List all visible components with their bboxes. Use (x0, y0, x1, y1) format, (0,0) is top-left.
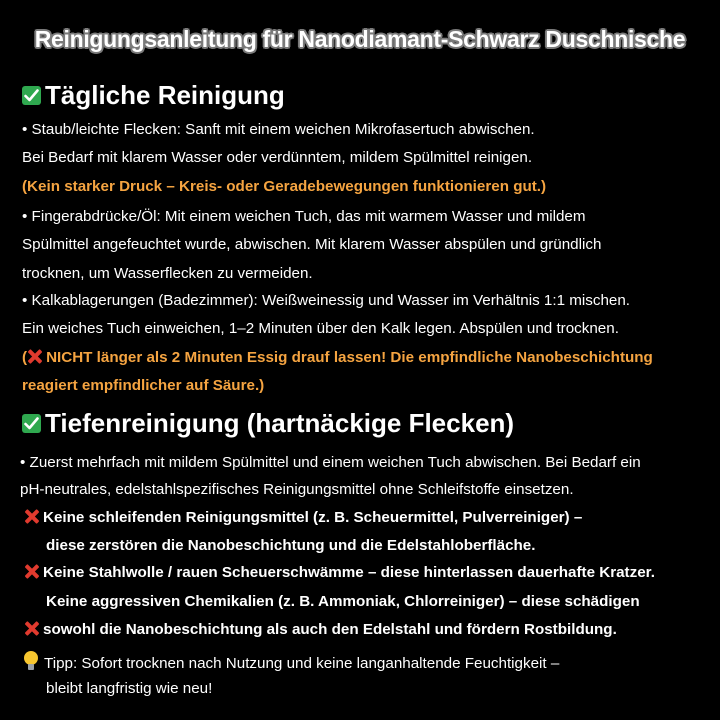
text-line: • Zuerst mehrfach mit mildem Spülmittel und einem weichen Tuch abwischen. Bei Bedarf ein (20, 454, 641, 471)
section-heading-deep (22, 408, 514, 439)
light-bulb-icon (24, 651, 38, 671)
red-cross-icon (24, 621, 39, 636)
check-mark-icon (22, 86, 41, 105)
text-line: • Fingerabdrücke/Öl: Mit einem weichen Tuch, das mit warmem Wasser und mildem (22, 208, 586, 225)
note-line: (Kein starker Druck – Kreis- oder Geradebewegungen funktionieren gut.) (22, 178, 547, 195)
warning-line: Keine aggressiven Chemikalien (z. B. Ammoniak, Chlorreiniger) – diese schädigen (46, 593, 640, 610)
text-line: Bei Bedarf mit klarem Wasser oder verdünntem, mildem Spülmittel reinigen. (22, 149, 533, 166)
warning-line: reagiert empfindlicher auf Säure.) (22, 377, 265, 394)
red-cross-icon (24, 509, 39, 524)
text-line: Ein weiches Tuch einweichen, 1–2 Minuten über den Kalk legen. Abspülen und trocknen. (22, 320, 619, 337)
text-line: trocknen, um Wasserflecken zu vermeiden. (22, 265, 313, 282)
text-line: • Staub/leichte Flecken: Sanft mit einem weichen Mikrofasertuch abwischen. (22, 121, 535, 138)
tip-line (24, 651, 559, 673)
warning-open-paren: ( (22, 349, 28, 366)
warning-line (24, 509, 582, 527)
warning-text: Keine schleifenden Reinigungsmittel (z. B. Scheuermittel, Pulverreiniger) – (43, 509, 583, 526)
warning-line (24, 621, 617, 639)
warning-text: Keine Stahlwolle / rauen Scheuerschwämme – diese hinterlassen dauerhafte Kratzer. (43, 564, 655, 581)
section-heading-label: Tägliche Reinigung (45, 80, 285, 110)
page-title: Reinigungsanleitung für Nanodiamant-Schwarz Duschnische (34, 26, 686, 52)
warning-text: NICHT länger als 2 Minuten Essig drauf lassen! Die empfindliche Nanobeschichtung (46, 349, 653, 366)
text-line: • Kalkablagerungen (Badezimmer): Weißweinessig und Wasser im Verhältnis 1:1 mischen. (22, 292, 631, 309)
warning-text: sowohl die Nanobeschichtung als auch den Edelstahl und fördern Rostbildung. (43, 621, 617, 638)
text-line: Spülmittel angefeuchtet wurde, abwischen. Mit klarem Wasser abspülen und gründlich (22, 236, 602, 253)
section-heading-label: Tiefenreinigung (hartnäckige Flecken) (45, 408, 515, 438)
tip-line: bleibt langfristig wie neu! (46, 680, 213, 697)
text-line: pH-neutrales, edelstahlspezifisches Reinigungsmittel ohne Schleifstoffe einsetzen. (20, 481, 574, 498)
warning-line (22, 349, 653, 367)
section-heading-daily (22, 80, 285, 111)
red-cross-icon (24, 564, 39, 579)
check-mark-icon (22, 414, 41, 433)
tip-text: Tipp: Sofort trocknen nach Nutzung und keine langanhaltende Feuchtigkeit – (44, 655, 560, 672)
red-cross-icon (27, 349, 42, 364)
warning-line: diese zerstören die Nanobeschichtung und die Edelstahloberfläche. (46, 537, 536, 554)
warning-line (24, 564, 655, 582)
